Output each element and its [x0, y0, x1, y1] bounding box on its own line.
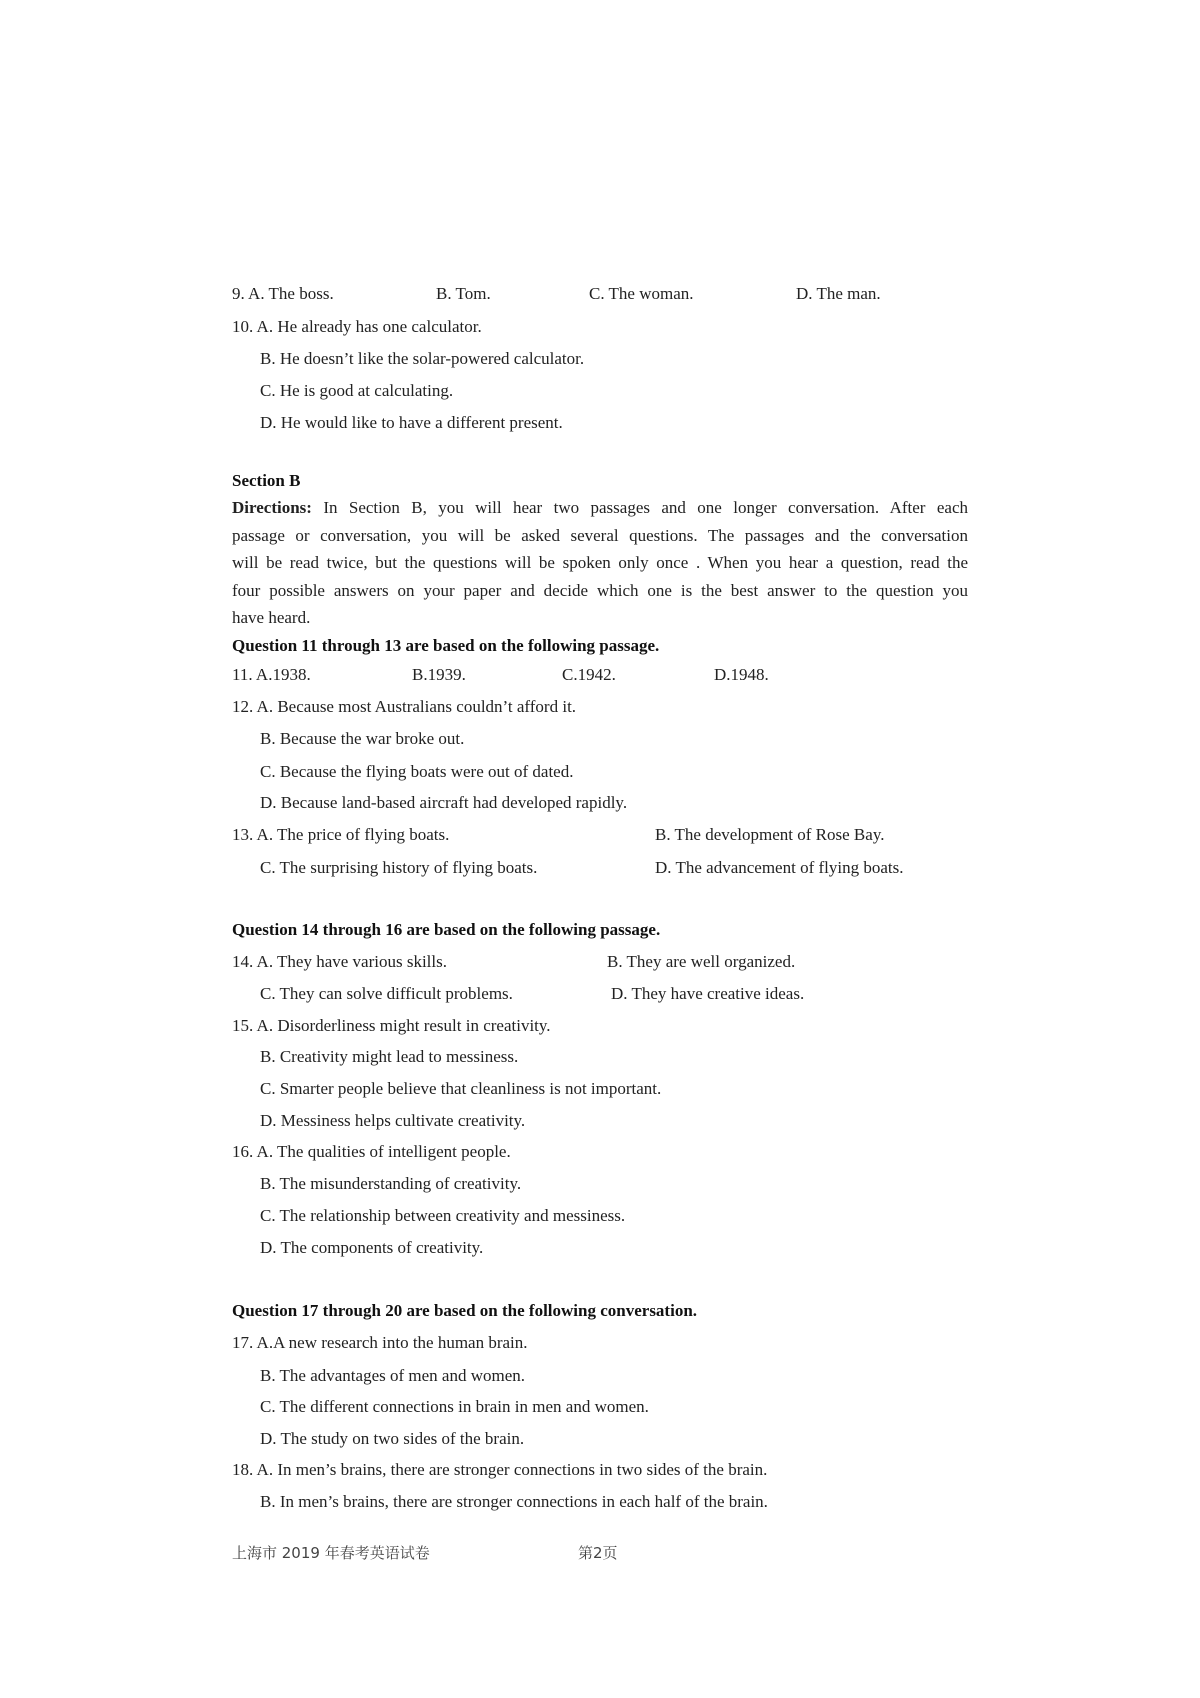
q13-option-b: B. The development of Rose Bay.: [655, 825, 885, 844]
section-title: Section B: [232, 471, 301, 490]
q10-option-d: D. He would like to have a different present.: [260, 413, 563, 432]
q18-option-a: 18. A. In men’s brains, there are stronger connections in two sides of the brain.: [232, 1460, 768, 1479]
directions-line: have heard.: [232, 608, 311, 628]
q17-option-d: D. The study on two sides of the brain.: [260, 1429, 525, 1448]
q15-option-d: D. Messiness helps cultivate creativity.: [260, 1111, 526, 1130]
q15-option-b: B. Creativity might lead to messiness.: [260, 1047, 519, 1066]
group-heading-14-16: Question 14 through 16 are based on the following passage.: [232, 920, 661, 939]
q14-option-a: 14. A. They have various skills.: [232, 952, 447, 971]
q15-option-c: C. Smarter people believe that cleanliness is not important.: [260, 1079, 662, 1098]
q18-option-b: B. In men’s brains, there are stronger connections in each half of the brain.: [260, 1492, 768, 1511]
q10-option-b: B. He doesn’t like the solar-powered calculator.: [260, 349, 585, 368]
directions-text: In Section B, you will hear two passages and one longer conversation. After each: [311, 498, 968, 517]
q9-option-a: 9. A. The boss.: [232, 284, 334, 303]
q16-option-d: D. The components of creativity.: [260, 1238, 484, 1257]
q16-option-a: 16. A. The qualities of intelligent people.: [232, 1142, 511, 1161]
q12-option-a: 12. A. Because most Australians couldn’t afford it.: [232, 697, 577, 716]
directions-line: passage or conversation, you will be asked several questions. The passages and the conversation: [232, 525, 968, 545]
directions-label: Directions:: [232, 498, 312, 517]
q15-option-a: 15. A. Disorderliness might result in creativity.: [232, 1016, 551, 1035]
footer-exam-title: 上海市 2019 年春考英语试卷: [232, 1544, 430, 1562]
q11-option-a: 11. A.1938.: [232, 665, 311, 684]
q17-option-c: C. The different connections in brain in men and women.: [260, 1397, 649, 1416]
q16-option-c: C. The relationship between creativity and messiness.: [260, 1206, 626, 1225]
q17-option-a: 17. A.A new research into the human brain.: [232, 1333, 528, 1352]
q12-option-d: D. Because land-based aircraft had developed rapidly.: [260, 793, 628, 812]
group-heading-17-20: Question 17 through 20 are based on the following conversation.: [232, 1301, 698, 1320]
q14-option-c: C. They can solve difficult problems.: [260, 984, 513, 1003]
q9-option-c: C. The woman.: [589, 284, 694, 303]
group-heading-11-13: Question 11 through 13 are based on the following passage.: [232, 636, 660, 655]
directions-line: will be read twice, but the questions will be spoken only once . When you hear a question, read the: [232, 553, 968, 573]
q11-option-c: C.1942.: [562, 665, 616, 684]
directions-line: [232, 498, 968, 526]
q14-option-b: B. They are well organized.: [607, 952, 796, 971]
directions: [232, 498, 968, 636]
q11-option-d: D.1948.: [714, 665, 769, 684]
q9-option-d: D. The man.: [796, 284, 881, 303]
directions-line: four possible answers on your paper and decide which one is the best answer to the question you: [232, 580, 968, 600]
q12-option-c: C. Because the flying boats were out of dated.: [260, 762, 574, 781]
q9-option-b: B. Tom.: [436, 284, 491, 303]
q10-option-c: C. He is good at calculating.: [260, 381, 454, 400]
q11-option-b: B.1939.: [412, 665, 466, 684]
q16-option-b: B. The misunderstanding of creativity.: [260, 1174, 522, 1193]
q13-option-d: D. The advancement of flying boats.: [655, 858, 904, 877]
q14-option-d: D. They have creative ideas.: [611, 984, 805, 1003]
footer-page-number: 第2页: [578, 1544, 618, 1562]
q13-option-a: 13. A. The price of flying boats.: [232, 825, 450, 844]
q12-option-b: B. Because the war broke out.: [260, 729, 465, 748]
q10-option-a: 10. A. He already has one calculator.: [232, 317, 482, 336]
q17-option-b: B. The advantages of men and women.: [260, 1366, 526, 1385]
q13-option-c: C. The surprising history of flying boats.: [260, 858, 538, 877]
